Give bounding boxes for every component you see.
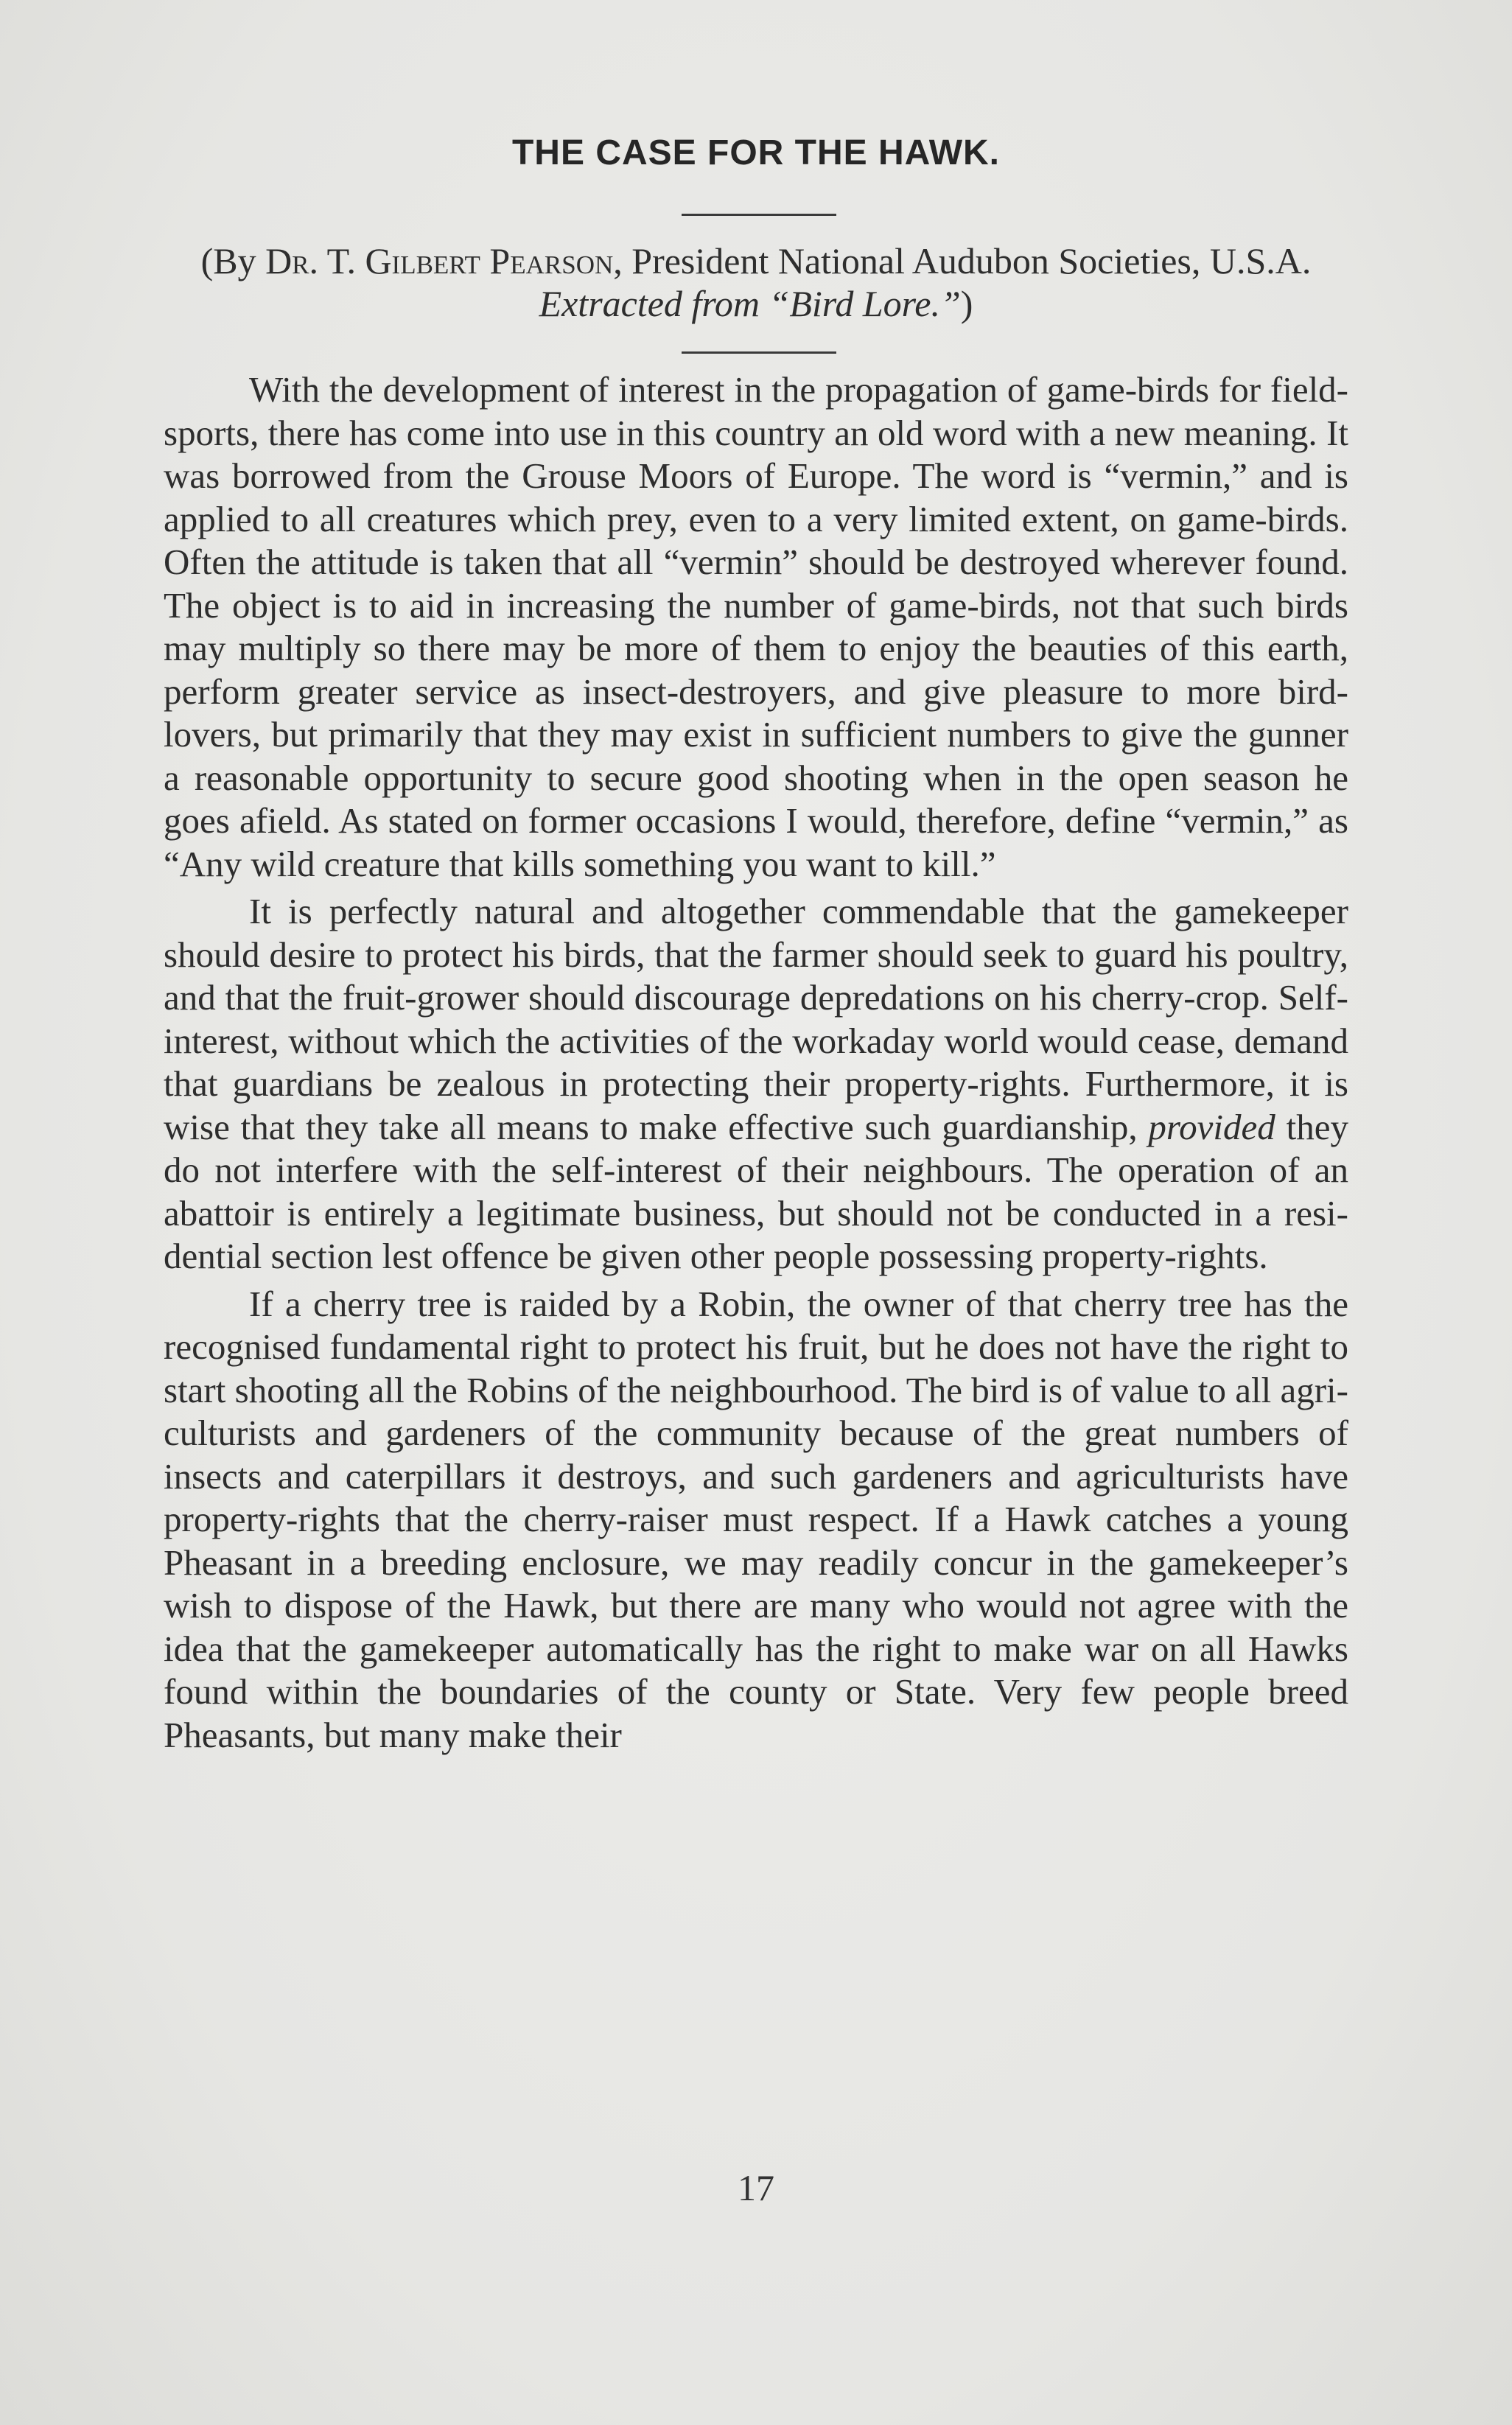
paragraph-2-text-b: they do not interfere with the self-interest of their neighbours. The operation of an abattoir is entirely a legitimate business, but should not be conducted in a residential section lest offence be given other people possessing property-rights.: [164, 1106, 1348, 1276]
author-prefix: Dr.: [265, 240, 319, 281]
article-title: THE CASE FOR THE HAWK.: [511, 133, 1000, 172]
byline-open: (By: [200, 240, 266, 281]
paragraph-2: [164, 890, 1348, 1278]
page-number: 17: [738, 2167, 774, 2208]
paragraph-3: If a cherry tree is raided by a Robin, the owner of that cherry tree has the recognised fundamental right to protect his fruit, but he does not have the right to start shooting all the Robins of the neighbourhood. The bird is of value to all agriculturists and gardeners of the community because of the great numbers of insects and caterpillars it destroys, and such gardeners and agriculturists have property-rights that the cherry-raiser must respect. If a Hawk catches a young Pheasant in a breeding enclosure, we may readily concur in the gamekeeper’s wish to dispose of the Hawk, but there are many who would not agree with the idea that the gamekeeper automatically has the right to make war on all Hawks found within the boundaries of the county or State. Very few people breed Pheasants, but many make their: [164, 1283, 1348, 1755]
byline-close: ): [960, 283, 973, 324]
author-role: President National Audubon Societies, U.S.A.: [622, 240, 1312, 281]
source-note: Extracted from “Bird Lore.”: [539, 283, 961, 324]
byline: [162, 239, 1350, 325]
author-name: T. Gilbert Pearson,: [318, 240, 623, 281]
paragraph-2-text-a: It is perfectly natural and altogether commendable that the gamekeeper should desire to protect his birds, that the farmer should seek to guard his poultry, and that the fruit-grower should discourage depredations on his cherry-crop. Self-interest, without which the activities of the workaday world would cease, demand that guardians be zealous in protecting their property-rights. Furthermore, it is wise that they take all means to make effective such guardianship,: [164, 891, 1348, 1147]
article-body: [164, 368, 1348, 1761]
paragraph-2-emphasis: provided: [1148, 1106, 1275, 1147]
byline-rule: [682, 351, 836, 354]
title-rule: [682, 214, 836, 216]
paragraph-1: With the development of interest in the propagation of game-birds for field-sports, there has come into use in this country an old word with a new meaning. It was borrowed from the Grouse Moors of Europe. The word is “vermin,” and is applied to all creatures which prey, even to a very limited extent, on game-birds. Often the attitude is taken that all “vermin” should be destroyed wherever found. The object is to aid in increasing the number of game-birds, not that such birds may multiply so there may be more of them to enjoy the beauties of this earth, perform greater service as insect-destroyers, and give pleasure to more bird-lovers, but primarily that they may exist in sufficient numbers to give the gunner a reasonable opportunity to secure good shooting when in the open season he goes afield. As stated on former occasions I would, therefore, define “vermin,” as “Any wild creature that kills something you want to kill.”: [164, 369, 1348, 884]
